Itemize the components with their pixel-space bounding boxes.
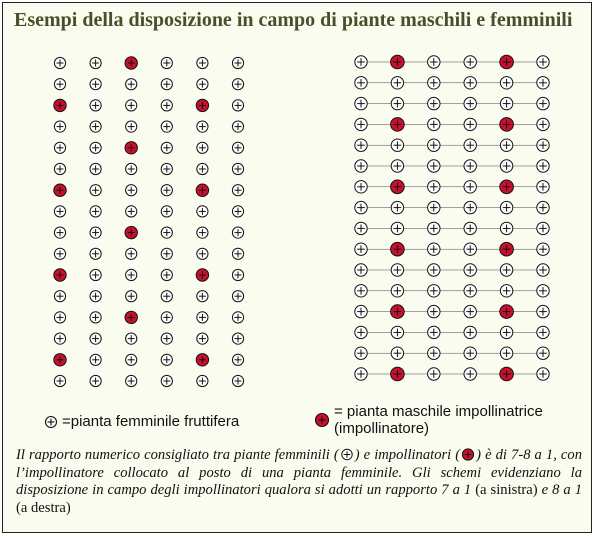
female-plant-icon [126,206,137,217]
female-plant-icon [464,264,476,276]
female-plant-icon [464,201,476,213]
female-plant-icon [126,163,137,174]
female-plant-icon [500,222,512,234]
male-plant-icon [391,367,405,381]
female-plant-icon [428,97,440,109]
female-plant-icon [232,100,243,111]
male-plant-icon [196,269,208,281]
female-plant-icon [197,227,208,238]
female-plant-icon [90,100,101,111]
female-plant-icon [232,354,243,365]
female-plant-icon [90,291,101,302]
female-plant-icon [90,163,101,174]
female-plant-icon [500,201,512,213]
female-plant-icon [537,77,549,89]
female-plant-icon [54,79,65,90]
female-plant-icon [197,79,208,90]
female-plant-icon [355,160,367,172]
female-plant-icon [232,142,243,153]
male-plant-icon [196,99,208,111]
male-plant-icon [125,142,137,154]
female-plant-icon [90,333,101,344]
male-plant-icon [314,412,330,428]
female-plant-icon [126,185,137,196]
female-plant-icon [428,77,440,89]
male-plant-icon [391,242,405,256]
male-plant-icon [54,99,66,111]
female-plant-icon [54,227,65,238]
female-plant-icon [500,347,512,359]
female-plant-icon [355,347,367,359]
female-plant-icon [537,326,549,338]
female-plant-icon [197,291,208,302]
figure-title: Esempi della disposizione in campo di piante maschili e femminili [14,9,573,31]
female-plant-icon [537,222,549,234]
female-plant-icon [428,243,440,255]
male-plant-icon [391,180,405,194]
female-plant-icon [428,181,440,193]
female-plant-icon [54,375,65,386]
caption-part1: Il rapporto numerico consigliato tra piante femminili ( [16,447,339,463]
female-plant-icon [391,326,403,338]
male-plant-icon [54,184,66,196]
female-plant-icon [126,354,137,365]
female-plant-icon [391,77,403,89]
female-plant-icon [197,142,208,153]
female-plant-icon [537,56,549,68]
female-plant-icon [428,347,440,359]
female-plant-icon [161,142,172,153]
female-plant-icon [161,185,172,196]
female-plant-icon [428,160,440,172]
female-plant-icon [428,285,440,297]
female-plant-icon [197,248,208,259]
female-plant-icon [54,57,65,68]
legend-male-label-line2: (impollinatore) [334,420,430,437]
female-plant-icon [537,264,549,276]
female-plant-icon [232,291,243,302]
female-plant-icon [161,100,172,111]
female-plant-icon [126,269,137,280]
female-plant-icon [537,97,549,109]
female-plant-icon [500,326,512,338]
female-plant-icon [391,347,403,359]
caption-right-note: (a destra) [16,499,71,516]
female-plant-icon [391,264,403,276]
caption-female-icon [339,447,355,462]
female-plant-icon [90,269,101,280]
female-plant-icon [537,118,549,130]
female-plant-icon [464,347,476,359]
female-plant-icon [355,201,367,213]
female-plant-icon [126,121,137,132]
female-plant-icon [161,291,172,302]
female-plant-icon [355,243,367,255]
female-plant-icon [355,305,367,317]
caption-ratio-left: 7 a 1 [441,482,472,498]
female-plant-icon [232,269,243,280]
female-plant-icon [161,375,172,386]
female-plant-icon [90,248,101,259]
female-plant-icon [464,181,476,193]
female-plant-icon [537,139,549,151]
female-plant-icon [161,248,172,259]
female-plant-icon [44,415,58,429]
female-plant-icon [537,160,549,172]
male-plant-icon [54,354,66,366]
female-plant-icon [355,181,367,193]
female-plant-icon [197,57,208,68]
female-plant-icon [464,222,476,234]
female-plant-icon [355,285,367,297]
female-plant-icon [464,368,476,380]
female-plant-icon [197,333,208,344]
male-plant-icon [54,269,66,281]
female-plant-icon [54,121,65,132]
female-plant-icon [500,77,512,89]
female-plant-icon [500,97,512,109]
female-plant-icon [355,326,367,338]
female-plant-icon [232,57,243,68]
female-plant-icon [54,163,65,174]
female-plant-icon [161,121,172,132]
female-plant-icon [197,375,208,386]
female-plant-icon [500,160,512,172]
female-plant-icon [90,375,101,386]
female-plant-icon [232,227,243,238]
scheme-right-8-to-1 [355,55,549,381]
female-plant-icon [464,243,476,255]
male-plant-icon [125,311,137,323]
female-plant-icon [126,291,137,302]
female-plant-icon [90,142,101,153]
female-plant-icon [161,79,172,90]
female-plant-icon [464,160,476,172]
legend-male-label-line1: = pianta maschile impollinatrice [334,403,543,420]
female-plant-icon [464,56,476,68]
female-plant-icon [500,285,512,297]
female-plant-icon [355,222,367,234]
female-plant-icon [537,368,549,380]
caption-ratio-right: 8 a 1 [552,482,583,498]
male-plant-icon [196,184,208,196]
caption-middle: e [537,482,553,498]
female-plant-icon [161,57,172,68]
female-plant-icon [391,160,403,172]
male-plant-icon [196,354,208,366]
female-plant-icon [90,354,101,365]
female-plant-icon [161,312,172,323]
female-plant-icon [126,333,137,344]
female-plant-icon [355,77,367,89]
legend-female [44,413,239,430]
female-plant-icon [126,375,137,386]
female-plant-icon [197,312,208,323]
scheme-left-7-to-1 [54,57,244,387]
female-plant-icon [537,181,549,193]
female-plant-icon [537,347,549,359]
female-plant-icon [90,312,101,323]
female-plant-icon [391,139,403,151]
female-plant-icon [90,206,101,217]
female-plant-icon [232,375,243,386]
female-plant-icon [232,248,243,259]
female-plant-icon [464,97,476,109]
caption-part3: ) è di 7-8 a 1, con l’impollinatore collocato al posto di una pianta femminile. Gli schemi evidenziano la disposizione in campo degli impollinatori qualora si adotti un rapporto [16,447,582,498]
caption-left-note: (a sinistra) [471,482,538,498]
male-plant-icon [500,180,514,194]
male-plant-icon [391,55,405,69]
female-plant-icon [464,118,476,130]
female-plant-icon [428,201,440,213]
female-plant-icon [464,285,476,297]
female-plant-icon [464,305,476,317]
female-plant-icon [355,264,367,276]
female-plant-icon [537,305,549,317]
female-plant-icon [428,368,440,380]
female-plant-icon [428,305,440,317]
caption-male-icon [460,447,476,462]
female-plant-icon [232,333,243,344]
male-plant-icon [391,118,405,132]
female-plant-icon [54,312,65,323]
female-plant-icon [428,118,440,130]
female-plant-icon [537,285,549,297]
female-plant-icon [232,185,243,196]
female-plant-icon [428,326,440,338]
female-plant-icon [90,121,101,132]
female-plant-icon [232,206,243,217]
female-plant-icon [161,354,172,365]
female-plant-icon [161,227,172,238]
female-plant-icon [232,121,243,132]
female-plant-icon [54,248,65,259]
male-plant-icon [125,226,137,238]
female-plant-icon [500,139,512,151]
female-plant-icon [232,312,243,323]
female-plant-icon [90,57,101,68]
female-plant-icon [54,291,65,302]
female-plant-icon [537,201,549,213]
legend-male [314,403,543,437]
male-plant-icon [500,305,514,319]
female-plant-icon [355,97,367,109]
female-plant-icon [126,100,137,111]
male-plant-icon [500,55,514,69]
female-plant-icon [428,56,440,68]
female-plant-icon [161,269,172,280]
female-plant-icon [197,121,208,132]
legend-female-label: =pianta femminile fruttifera [62,413,240,430]
female-plant-icon [161,206,172,217]
female-plant-icon [391,222,403,234]
female-plant-icon [464,77,476,89]
female-plant-icon [537,243,549,255]
female-plant-icon [197,163,208,174]
figure-caption [16,447,582,517]
female-plant-icon [391,201,403,213]
caption-part2: ) e impollinatori ( [354,447,461,463]
female-plant-icon [391,97,403,109]
female-plant-icon [428,264,440,276]
female-plant-icon [232,79,243,90]
male-plant-icon [500,367,514,381]
female-plant-icon [428,222,440,234]
female-plant-icon [90,227,101,238]
female-plant-icon [464,326,476,338]
female-plant-icon [355,139,367,151]
female-plant-icon [355,118,367,130]
female-plant-icon [54,206,65,217]
female-plant-icon [232,163,243,174]
female-plant-icon [500,264,512,276]
female-plant-icon [90,79,101,90]
male-plant-icon [500,242,514,256]
female-plant-icon [126,248,137,259]
female-plant-icon [90,185,101,196]
female-plant-icon [161,333,172,344]
female-plant-icon [161,163,172,174]
female-plant-icon [355,56,367,68]
female-plant-icon [54,333,65,344]
female-plant-icon [464,139,476,151]
female-plant-icon [126,79,137,90]
female-plant-icon [428,139,440,151]
male-plant-icon [125,57,137,69]
female-plant-icon [197,206,208,217]
male-plant-icon [500,118,514,132]
female-plant-icon [54,142,65,153]
female-plant-icon [391,285,403,297]
male-plant-icon [391,305,405,319]
female-plant-icon [355,368,367,380]
